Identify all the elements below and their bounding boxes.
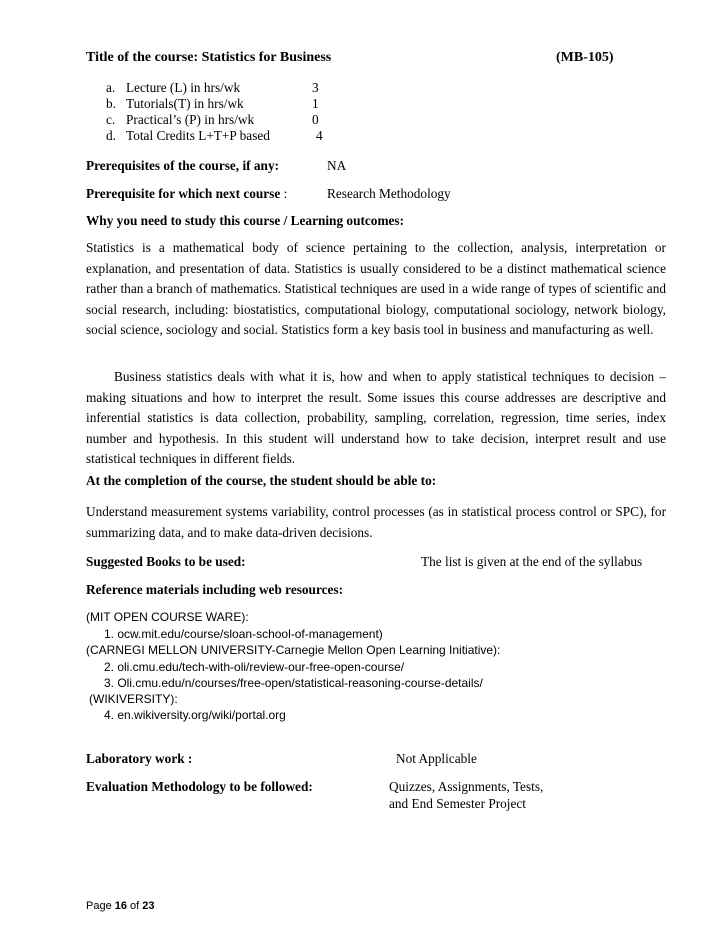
hours-label: Total Credits L+T+P based [126,128,270,143]
completion-heading: At the completion of the course, the student should be able to: [86,473,437,488]
hours-label: Practical’s (P) in hrs/wk [126,112,255,127]
prerequisites-label: Prerequisites of the course, if any: [86,158,280,173]
hours-label: Lecture (L) in hrs/wk [126,80,241,95]
evaluation-value-line2: and End Semester Project [389,796,526,811]
hours-marker: d. [106,128,116,143]
laboratory-value: Not Applicable [396,751,477,766]
next-course-value: Research Methodology [327,186,451,201]
outcomes-paragraph: Statistics is a mathematical body of science pertaining to the collection, analysis, interpretation or explanation, and presentation of data. Statistics is usually considered to be a distinct mathematical science rather than a branch of mathematics. Statistical techniques are used in a wide range of types of scientific and social research, including: biostatistics, computational biology, computational sociology, network biology, social science, sociology and social. Statistics form a key basis tool in business and manufacturing as well. [86,240,666,337]
hours-label: Tutorials(T) in hrs/wk [126,96,244,111]
mit-heading: (MIT OPEN COURSE WARE): [86,610,249,624]
hours-marker: a. [106,80,116,95]
reference-link[interactable]: 4. en.wikiversity.org/wiki/portal.org [104,708,286,722]
next-course-label: Prerequisite for which next course [86,186,281,201]
business-statistics-paragraph: Business statistics deals with what it is, how and when to apply statistical techniques to decision – making situations and how to interpret the result. Some issues this course addresses are descriptive and inferential statistics is data collection, probability, sampling, correlation, regression, time series, index number and hypothesis. In this student will understand how to take decision, interpret result and use statistical techniques in different fields. [86,369,666,466]
course-title: Title of the course: Statistics for Business [86,50,332,65]
footer-prefix: Page [86,900,115,912]
hours-value: 0 [312,112,319,127]
books-value: The list is given at the end of the syllabus [421,554,643,569]
document-page [86,0,666,943]
footer-of: of [127,900,143,912]
course-code: (MB-105) [556,50,614,65]
books-label: Suggested Books to be used: [86,554,246,569]
cmu-heading: (CARNEGI MELLON UNIVERSITY-Carnegie Mellon Open Learning Initiative): [86,643,501,657]
next-course-row [86,186,287,202]
footer-page-number: 16 [114,900,127,912]
wiki-heading: (WIKIVERSITY): [89,692,178,706]
next-course-separator: : [280,186,288,201]
evaluation-value-line1: Quizzes, Assignments, Tests, [389,779,544,794]
hours-value: 1 [312,96,319,111]
prerequisites-value: NA [327,158,347,173]
completion-paragraph: Understand measurement systems variability, control processes (as in statistical process control or SPC), for summarizing data, and to make data-driven decisions. [86,504,666,540]
hours-value: 3 [312,80,319,95]
hours-marker: b. [106,96,116,111]
outcomes-heading: Why you need to study this course / Learning outcomes: [86,213,405,228]
footer-page-total: 23 [142,900,155,912]
evaluation-label: Evaluation Methodology to be followed: [86,779,313,794]
references-heading: Reference materials including web resources: [86,582,344,597]
reference-link[interactable]: 2. oli.cmu.edu/tech-with-oli/review-our-free-open-course/ [104,660,405,674]
hours-marker: c. [106,112,116,127]
reference-link[interactable]: 1. ocw.mit.edu/course/sloan-school-of-management) [104,627,383,641]
hours-value: 4 [316,128,323,143]
reference-link[interactable]: 3. Oli.cmu.edu/n/courses/free-open/statistical-reasoning-course-details/ [104,676,483,690]
laboratory-label: Laboratory work : [86,751,193,766]
page-footer [86,900,155,912]
